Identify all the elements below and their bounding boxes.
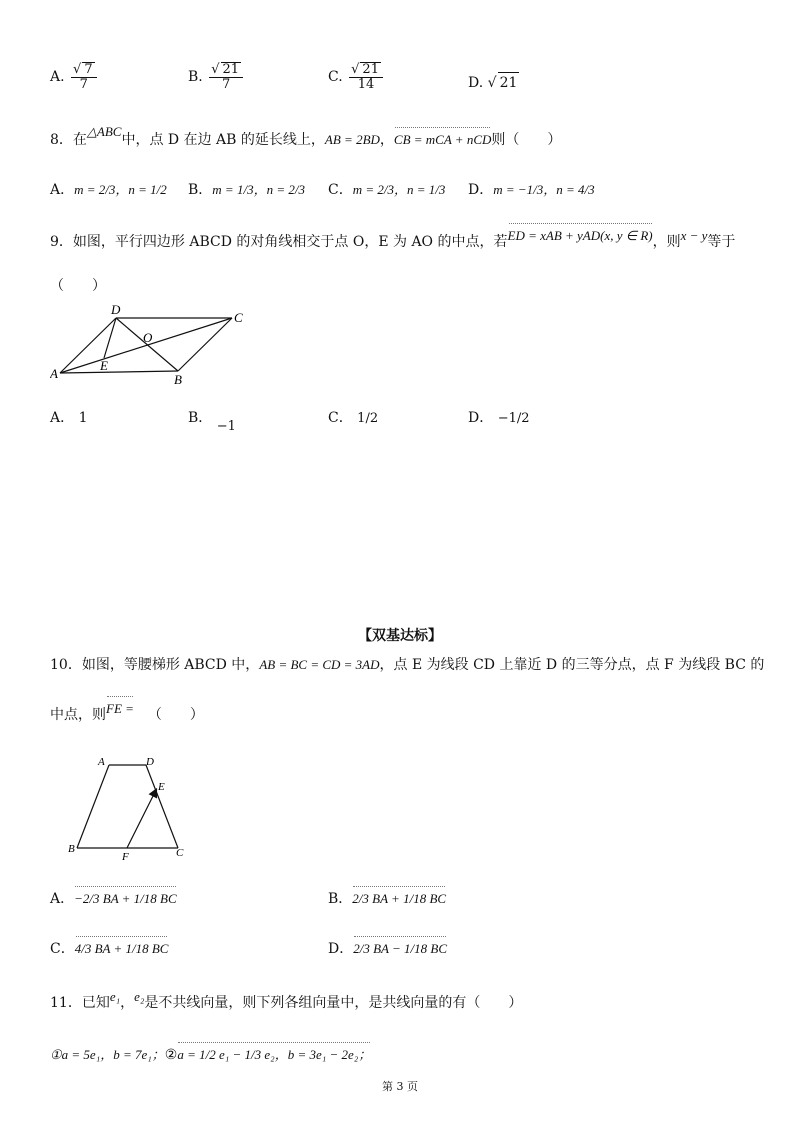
edge-ba: [77, 765, 109, 848]
label-b: B: [68, 843, 75, 855]
q7-option-b: B. $\frac{√ 21}{7}$: [188, 62, 245, 92]
q11-stem: 11．已知e₁，e₂是不共线向量，则下列各组向量中，是共线向量的有（ ）: [50, 989, 523, 1011]
label-a: A: [50, 366, 58, 381]
q9-parallelogram-figure: [50, 300, 260, 390]
q10-option-a: A．−2/3 BA + 1/18 BC: [50, 891, 177, 907]
label-e: E: [158, 781, 165, 793]
label-a: A: [98, 756, 105, 768]
label-c: C: [234, 310, 243, 325]
label-d: D: [111, 302, 121, 317]
q10-option-b: B．2/3 BA + 1/18 BC: [328, 891, 447, 907]
label-e: E: [100, 358, 108, 373]
q9-option-a: A． 1: [50, 410, 88, 426]
q8-option-b: B．m = 1/3，n = 2/3: [188, 182, 305, 198]
q7-option-a: A. $\frac{√ 7}{7}$: [50, 62, 99, 92]
edge-bc: [178, 318, 232, 371]
label-d: D: [146, 756, 154, 768]
q9-option-d: D． −1/2: [468, 410, 530, 426]
label-o: O: [143, 330, 153, 345]
section-title: 【双基达标】: [358, 628, 442, 644]
q9-paren: （ ）: [50, 278, 106, 294]
edge-dc: [146, 765, 178, 848]
page-footer: 第 3 页: [382, 1080, 418, 1093]
q9-option-b: B． −1: [188, 410, 236, 434]
label-c: C: [176, 847, 184, 859]
q8-option-d: D．m = −1/3，n = 4/3: [468, 182, 595, 198]
q10-trapezoid-figure: [60, 752, 200, 862]
edge-ab: [60, 371, 178, 373]
vector-fe: [127, 790, 156, 848]
q8-stem: 8．在△ABC中，点 D 在边 AB 的延长线上，AB = 2BD，CB = mCA + nCD则（ ）: [50, 124, 562, 148]
q8-option-a: A．m = 2/3，n = 1/2: [50, 182, 167, 198]
q8-option-c: C．m = 2/3，n = 1/3: [328, 182, 446, 198]
q7-option-c: C. $\frac{√ 21}{14}$: [328, 62, 385, 92]
q11-items: ①a = 5e₁，b = 7e₁；②a = 1/2 e₁ − 1/3 e₂，b = 3e₁ − 2e₂；: [50, 1047, 372, 1063]
diagonal-ac: [60, 318, 232, 373]
q10-stem-line1: 10．如图，等腰梯形 ABCD 中，AB = BC = CD = 3AD，点 E 为线段 CD 上靠近 D 的三等分点，点 F 为线段 BC 的: [50, 657, 765, 673]
q10-option-c: C．4/3 BA + 1/18 BC: [50, 941, 169, 957]
label-f: F: [122, 851, 129, 862]
label-b: B: [174, 372, 182, 387]
q10-option-d: D．2/3 BA − 1/18 BC: [328, 941, 447, 957]
q9-option-c: C． 1/2: [328, 410, 379, 426]
q7-option-d: D. √ 21: [468, 72, 519, 93]
q9-stem: 9．如图，平行四边形 ABCD 的对角线相交于点 O，E 为 AO 的中点，若ED = xAB + yAD(x, y ∈ R)，则x − y等于: [50, 228, 736, 250]
q10-stem-line2: 中点，则FE = （ ）: [50, 701, 204, 723]
